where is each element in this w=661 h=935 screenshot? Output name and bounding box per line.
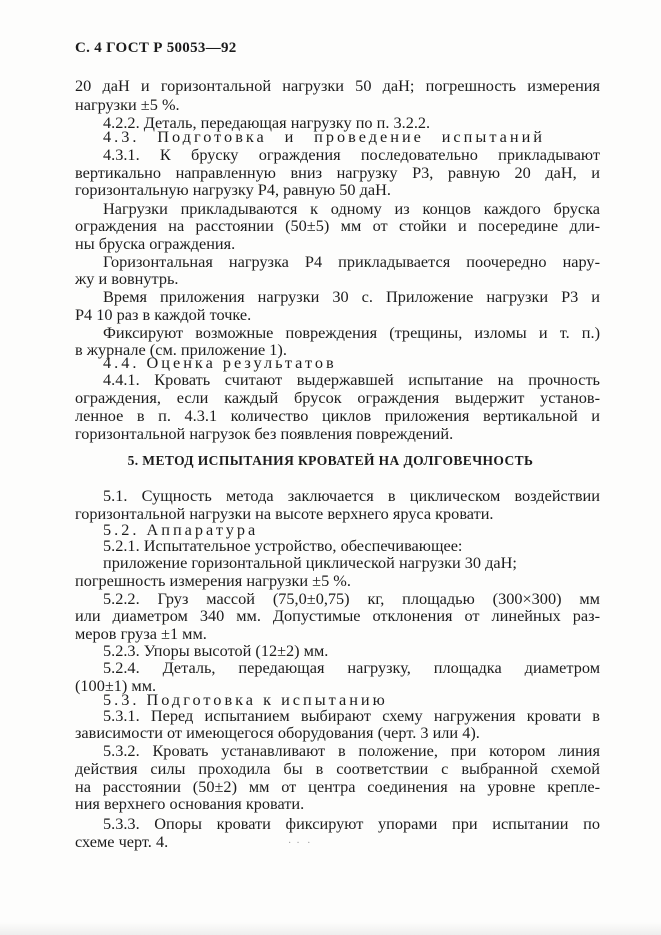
text-line: ния верхнего основания кровати. <box>75 794 305 813</box>
text-line: Фиксируют возможные повреждения (трещины, изломы и т. п.) <box>103 323 600 342</box>
text-line: Нагрузки прикладываются к одному из концов каждого бруска <box>103 199 600 218</box>
text-line: 5.3.2. Кровать устанавливают в положение, при котором линия <box>103 741 600 760</box>
text-line: 5.1. Сущность метода заключается в циклическом воздействии <box>103 486 600 505</box>
text-line: 5.3.1. Перед испытанием выбирают схему нагружения кровати в <box>103 706 600 725</box>
text-line: жу и вовнутрь. <box>75 269 179 288</box>
text-line: 20 даН и горизонтальной нагрузки 50 даН; погрешность измерения <box>75 76 600 95</box>
text-line: 5.2.4. Деталь, передающая нагрузку, площадка диаметром <box>103 658 600 677</box>
text-line: ограждения, если каждый брусок ограждения выдержит установ- <box>75 388 600 407</box>
text-line: горизонтальной нагрузок без появления повреждений. <box>75 424 454 443</box>
text-line: горизонтальной нагрузки на высоте верхнего яруса кровати. <box>75 504 494 523</box>
text-line: ны бруска ограждения. <box>75 234 236 253</box>
text-line: Время приложения нагрузки 30 с. Приложение нагрузки P3 и <box>103 287 600 306</box>
text-line: приложение горизонтальной циклической нагрузки 30 даН; <box>103 553 517 572</box>
scan-speck: · · · <box>288 838 311 849</box>
text-line: на расстоянии (50±2) мм от центра соединения на уровне крепле- <box>75 777 600 796</box>
text-line: 5.2.3. Упоры высотой (12±2) мм. <box>103 641 329 660</box>
text-line: ленное в п. 4.3.1 количество циклов приложения вертикальной и <box>75 406 600 425</box>
text-line: 5.2.2. Груз массой (75,0±0,75) кг, площадью (300×300) мм <box>103 589 600 608</box>
text-line: в журнале (см. приложение 1). <box>75 340 287 359</box>
text-line: 4.4.1. Кровать считают выдержавшей испытание на прочность <box>103 370 600 389</box>
text-line: или диаметром 340 мм. Допустимые отклонения от линейных раз- <box>75 606 600 625</box>
text-line: зависимости от имеющегося оборудования (черт. 3 или 4). <box>75 723 480 742</box>
section-title: 5. МЕТОД ИСПЫТАНИЯ КРОВАТЕЙ НА ДОЛГОВЕЧНОСТЬ <box>127 453 534 468</box>
page-header: С. 4 ГОСТ Р 50053—92 <box>75 40 237 56</box>
text-line: схеме черт. 4. <box>75 832 169 851</box>
text-line: (100±1) мм. <box>75 676 157 695</box>
text-line: нагрузки ±5 %. <box>75 95 180 114</box>
text-line: 5.3.3. Опоры кровати фиксируют упорами при испытании по <box>103 814 600 833</box>
text-line: меров груза ±1 мм. <box>75 624 207 643</box>
text-line: ограждения на расстоянии (50±5) мм от стойки и посередине дли- <box>75 216 600 235</box>
text-line: Горизонтальная нагрузка P4 прикладывается поочередно нару- <box>103 252 600 271</box>
text-line: вертикально направленную вниз нагрузку P3, равную 20 даН, и <box>75 163 600 182</box>
text-line: 5.2.1. Испытательное устройство, обеспечивающее: <box>103 536 463 555</box>
text-line: 4.3.1. К бруску ограждения последовательно прикладывают <box>103 145 600 164</box>
text-line: погрешность измерения нагрузки ±5 %. <box>75 571 351 590</box>
text-line: горизонтальную нагрузку P4, равную 50 даН. <box>75 180 391 199</box>
subsection-heading: 4.3. Подготовка и проведение испытаний <box>103 127 545 146</box>
subsection-heading: 4.4. Оценка результатов <box>103 353 337 372</box>
text-line: действия силы проходила бы в соответствии с выбранной схемой <box>75 759 600 778</box>
subsection-heading: 5.2. Аппаратура <box>103 520 259 539</box>
text-line: P4 10 раз в каждой точке. <box>75 305 252 324</box>
subsection-heading: 5.3. Подготовка к испытанию <box>103 690 388 709</box>
text-line: 4.2.2. Деталь, передающая нагрузку по п. 3.2.2. <box>103 113 431 132</box>
scan-edge-shadow <box>0 922 661 935</box>
